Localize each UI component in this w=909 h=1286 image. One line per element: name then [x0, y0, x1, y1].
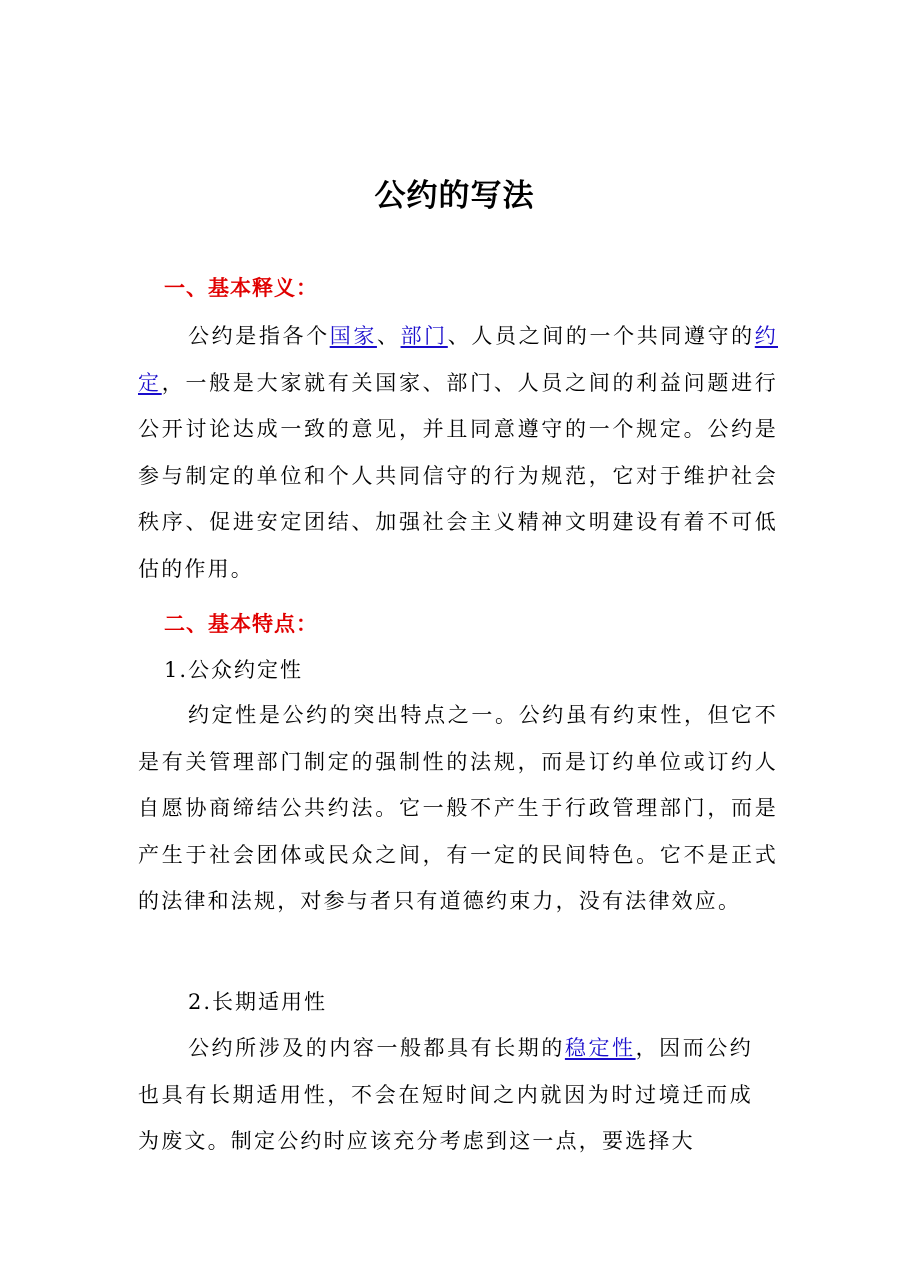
feature-paragraph-public-agreement: 约定性是公约的突出特点之一。公约虽有约束性，但它不是有关管理部门制定的强制性的法规，而是订约单位或订约人自愿协商缔结公共约法。它一般不产生于行政管理部门，而是产生于社会团体或民众之间，有一定的民间特色。它不是正式的法律和法规，对参与者只有道德约束力，没有法律效应。	[138, 703, 778, 913]
feature-paragraph-long-term	[138, 1025, 753, 1165]
definition-paragraph	[138, 313, 778, 592]
link-department[interactable]: 部门	[400, 324, 448, 348]
link-agreement[interactable]: 约定	[138, 324, 778, 395]
definition-text-1: 公约是指各个	[188, 324, 330, 348]
definition-text-4: ，一般是大家就有关国家、部门、人员之间的利益问题进行公开讨论达成一致的意见，并且同意遵守的一个规定。公约是参与制定的单位和个人共同信守的行为规范，它对于维护社会秩序、促进安定团结、加强社会主义精神文明建设有着不可低估的作用。	[138, 370, 779, 581]
section-heading-basic-features: 二、基本特点：	[164, 612, 318, 636]
feature-title-long-term: 2.长期适用性	[188, 990, 328, 1014]
definition-text-2: 、	[376, 324, 401, 348]
long-term-text-1: 公约所涉及的内容一般都具有长期的	[188, 1036, 565, 1060]
page-title: 公约的写法	[374, 178, 535, 214]
link-stability[interactable]: 稳定性	[564, 1036, 636, 1060]
definition-text-3: 、人员之间的一个共同遵守的	[447, 324, 755, 348]
feature-title-public-agreement: 1.公众约定性	[164, 658, 304, 682]
long-term-text-2: ，因而公约也具有长期适用性，不会在短时间之内就因为时过境迁而成为废文。制定公约时应该充分考虑到这一点，要选择大	[138, 1036, 754, 1153]
section-heading-basic-definition: 一、基本释义：	[164, 276, 318, 300]
link-country[interactable]: 国家	[329, 324, 377, 348]
